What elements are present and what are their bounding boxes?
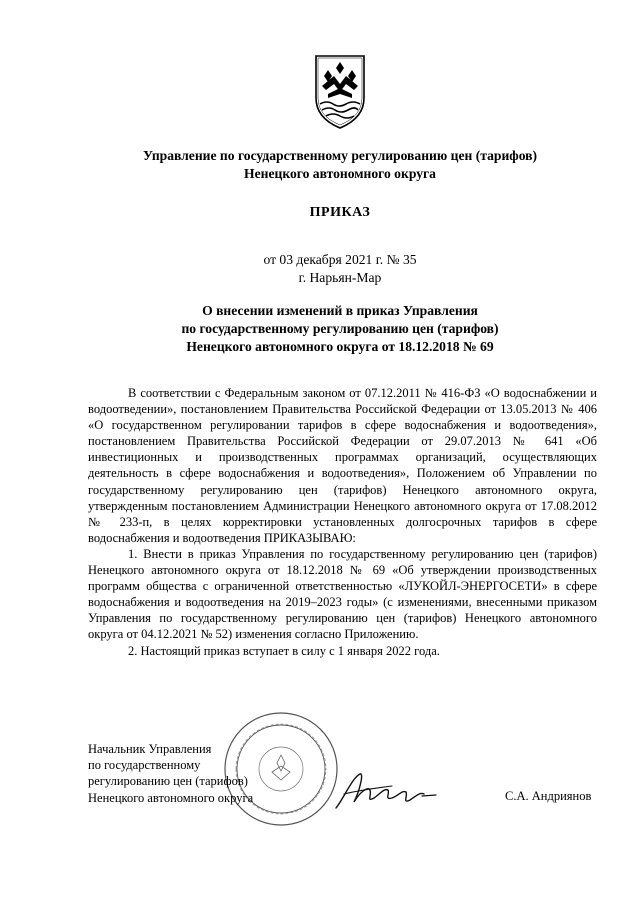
document-subject xyxy=(0,302,640,356)
preamble-paragraph: В соответствии с Федеральным законом от 07.12.2011 № 416-ФЗ «О водоснабжении и водоотведении», постановлением Правительства Российской Федерации от 13.05.2013 № 406 «О государственном регулировании тарифов в сфере водоснабжения и водоотведения», постановлением Правительства Российской Федерации от 29.07.2013 № 641 «Об инвестиционных и производственных программах организаций, осуществляющих деятельность в сфере водоснабжения и водоотведения», Положением об Управлении по государственному регулированию цен (тарифов) Ненецкого автономного округа, утвержденным постановлением Администрации Ненецкого автономного округа от 17.08.2012 № 233-п, в целях корректировки установленных долгосрочных тарифов в сфере водоснабжения и водоотведения ПРИКАЗЫВАЮ: xyxy=(88,386,597,545)
handwritten-signature-icon xyxy=(330,768,438,814)
signer-position-line-1: Начальник Управления xyxy=(88,742,212,756)
issuing-authority xyxy=(0,147,640,183)
subject-line-2: по государственному регулированию цен (тарифов) xyxy=(181,321,499,336)
authority-line-1: Управление по государственному регулированию цен (тарифов) xyxy=(142,148,538,163)
signer-position-line-4: Ненецкого автономного округа xyxy=(88,790,254,805)
signer-position-line-3: регулированию цен (тарифов) xyxy=(88,774,248,789)
document-date-number: от 03 декабря 2021 г. № 35 xyxy=(263,252,417,267)
signer-position-line-2: по государственному xyxy=(88,758,201,773)
document-place: г. Нарьян-Мар xyxy=(298,270,382,285)
subject-line-1: О внесении изменений в приказ Управления xyxy=(202,303,478,318)
signer-position xyxy=(88,741,253,806)
order-item-1: 1. Внести в приказ Управления по государственному регулированию цен (тарифов) Ненецкого автономного округа от 18.12.2018 № 69 «Об утверждении производственных программ общества с ограниченной ответственностью «ЛУКОЙЛ-ЭНЕРГОСЕТИ» в сфере водоснабжения и водоотведения на 2019–2023 годы» (с изменениями, внесенными приказом Управления по государственному регулированию цен (тарифов) Ненецкого автономного округа от 04.12.2021 № 52) изменения согласно Приложению. xyxy=(88,546,597,642)
document-body xyxy=(88,385,597,659)
date-and-number-block xyxy=(0,251,640,287)
document-type-title: ПРИКАЗ xyxy=(309,205,371,220)
authority-line-2: Ненецкого автономного округа xyxy=(244,166,436,181)
order-item-2: 2. Настоящий приказ вступает в силу с 1 января 2022 года. xyxy=(128,643,440,658)
signer-name: С.А. Андриянов xyxy=(505,789,592,803)
subject-line-3: Ненецкого автономного округа от 18.12.2018 № 69 xyxy=(186,339,494,354)
coat-of-arms-icon xyxy=(314,54,366,130)
